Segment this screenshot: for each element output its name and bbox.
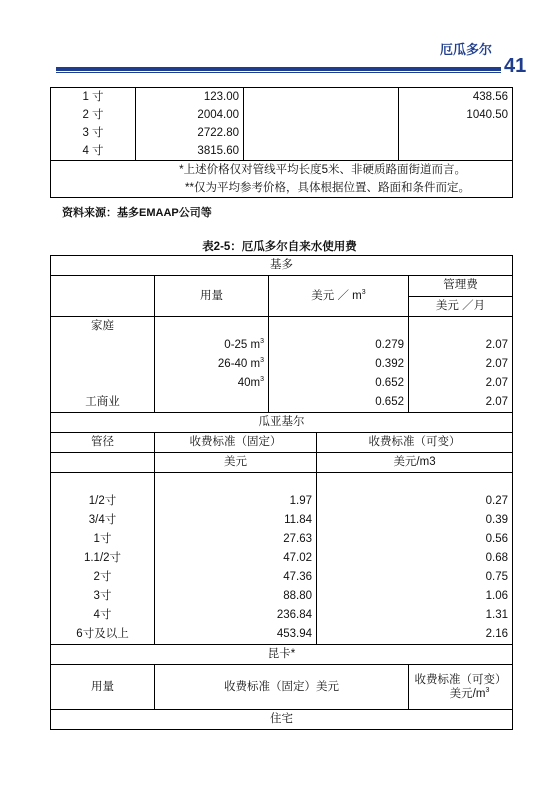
table-cell [51, 453, 155, 473]
section-title-quito: 基多 [51, 256, 513, 276]
table-row [51, 710, 513, 730]
table-cell: 1.06 [317, 587, 513, 606]
table-cell: 0.27 [317, 492, 513, 511]
table-row [51, 492, 513, 511]
table-cell [409, 317, 513, 337]
superscript: 3 [260, 338, 264, 346]
table-cell: 3寸 [51, 587, 155, 606]
table-note-row [51, 179, 513, 198]
table-caption: 表2-5：厄瓜多尔自来水使用费 [202, 241, 357, 253]
table-cell [155, 355, 269, 374]
column-header-usd [269, 276, 409, 317]
table-cell: 2.16 [317, 625, 513, 645]
table-row [51, 355, 513, 374]
table-cell: 1寸 [51, 530, 155, 549]
table-cell: 6寸及以上 [51, 625, 155, 645]
section-header-row [51, 645, 513, 665]
header-rule-thin [56, 72, 501, 73]
table-row [51, 549, 513, 568]
column-header-fixed: 收费标准（固定）美元 [155, 665, 409, 710]
column-header-usage: 用量 [155, 276, 269, 317]
table-cell: 0.279 [269, 336, 409, 355]
table-cell [244, 106, 399, 124]
table-cell: 0.68 [317, 549, 513, 568]
table-row [51, 587, 513, 606]
column-header-fee-unit: 美元 ／月 [409, 296, 513, 317]
table-cell: 47.02 [155, 549, 317, 568]
table-cell: 438.56 [399, 88, 513, 107]
column-header-variable [409, 665, 513, 710]
table-row [51, 393, 513, 413]
table-cell: 2004.00 [136, 106, 244, 124]
table-cell [155, 393, 269, 413]
superscript: 3 [260, 376, 264, 384]
table-cell [155, 336, 269, 355]
table-cell: 1/2寸 [51, 492, 155, 511]
table-cell: 2.07 [409, 374, 513, 393]
table-row [51, 433, 513, 453]
table-cell [244, 142, 399, 161]
table-cell: 2寸 [51, 568, 155, 587]
variable-unit: 美元/m [449, 688, 486, 700]
section-title-guayaquil: 瓜亚基尔 [51, 413, 513, 433]
row-label-commercial: 工商业 [51, 393, 155, 413]
table-row [51, 530, 513, 549]
table-cell: 1.31 [317, 606, 513, 625]
superscript: 3 [361, 288, 366, 296]
table-cell [51, 336, 155, 355]
table-cell [317, 473, 513, 493]
table-row [51, 106, 513, 124]
table-cell [51, 276, 155, 317]
running-header-title: 厄瓜多尔 [440, 42, 493, 57]
table-cell: 47.36 [155, 568, 317, 587]
table-cell [399, 142, 513, 161]
pipe-price-table [50, 87, 513, 198]
superscript: 3 [485, 687, 490, 695]
table-cell: 2.07 [409, 355, 513, 374]
table-cell: 0.652 [269, 374, 409, 393]
table-cell: 0.392 [269, 355, 409, 374]
page-number: 41 [504, 55, 527, 77]
table-cell [244, 124, 399, 142]
table-row [51, 511, 513, 530]
row-label-household: 家庭 [51, 317, 155, 337]
table-cell: 2.07 [409, 336, 513, 355]
section-subtitle-residential: 住宅 [51, 710, 513, 730]
table-row [51, 276, 513, 297]
superscript: 3 [260, 357, 264, 365]
usage-text: 40m [237, 377, 261, 389]
header-rule [56, 67, 501, 71]
table-cell: 453.94 [155, 625, 317, 645]
table-cell: 3/4寸 [51, 511, 155, 530]
column-header-variable: 收费标准（可变） [317, 433, 513, 453]
table-cell: 27.63 [155, 530, 317, 549]
table-cell: 1.1/2寸 [51, 549, 155, 568]
table-row [51, 473, 513, 493]
table-row [51, 665, 513, 710]
section-title-cuenca: 昆卡* [51, 645, 513, 665]
table-cell: 2722.80 [136, 124, 244, 142]
usage-text: 26-40 m [217, 358, 261, 370]
table-cell [244, 88, 399, 107]
column-header-usage: 用量 [51, 665, 155, 710]
section-header-row [51, 413, 513, 433]
usage-text: 0-25 m [224, 339, 261, 351]
table-cell: 1 寸 [51, 88, 136, 107]
column-header-pipe: 管径 [51, 433, 155, 453]
table-cell: 4 寸 [51, 142, 136, 161]
table-row [51, 124, 513, 142]
table-row [51, 336, 513, 355]
source-note: 资料来源：基多EMAAP公司等 [62, 207, 212, 219]
table-row [51, 88, 513, 107]
column-header-fixed: 收费标准（固定） [155, 433, 317, 453]
table-cell: 2 寸 [51, 106, 136, 124]
table-note: **仅为平均参考价格，具体根据位置、路面和条件而定。 [51, 179, 513, 198]
table-row [51, 142, 513, 161]
table-cell: 236.84 [155, 606, 317, 625]
table-cell [155, 473, 317, 493]
table-cell: 0.652 [269, 393, 409, 413]
water-fee-table [50, 255, 513, 730]
table-note: *上述价格仅对管线平均长度5米、非硬质路面街道而言。 [51, 161, 513, 180]
table-cell: 0.75 [317, 568, 513, 587]
table-cell: 123.00 [136, 88, 244, 107]
table-cell [51, 473, 155, 493]
table-cell: 3815.60 [136, 142, 244, 161]
table-row [51, 374, 513, 393]
table-cell: 2.07 [409, 393, 513, 413]
variable-label: 收费标准（可变） [414, 674, 507, 686]
table-cell [155, 317, 269, 337]
usd-label: 美元 ／ m [311, 289, 362, 302]
table-cell: 1.97 [155, 492, 317, 511]
column-header-fee: 管理费 [409, 276, 513, 297]
unit-variable: 美元/m3 [317, 453, 513, 473]
table-cell: 0.39 [317, 511, 513, 530]
table-cell [51, 355, 155, 374]
table-cell [399, 124, 513, 142]
table-row [51, 625, 513, 645]
table-row [51, 453, 513, 473]
unit-fixed: 美元 [155, 453, 317, 473]
section-header-row [51, 256, 513, 276]
table-cell [155, 374, 269, 393]
table-cell [269, 317, 409, 337]
table-cell [51, 374, 155, 393]
table-note-row [51, 161, 513, 180]
table-row [51, 568, 513, 587]
table-cell: 11.84 [155, 511, 317, 530]
table-row [51, 606, 513, 625]
table-cell: 0.56 [317, 530, 513, 549]
table-cell: 1040.50 [399, 106, 513, 124]
table-cell: 88.80 [155, 587, 317, 606]
table-cell: 4寸 [51, 606, 155, 625]
table-cell: 3 寸 [51, 124, 136, 142]
table-row [51, 317, 513, 337]
